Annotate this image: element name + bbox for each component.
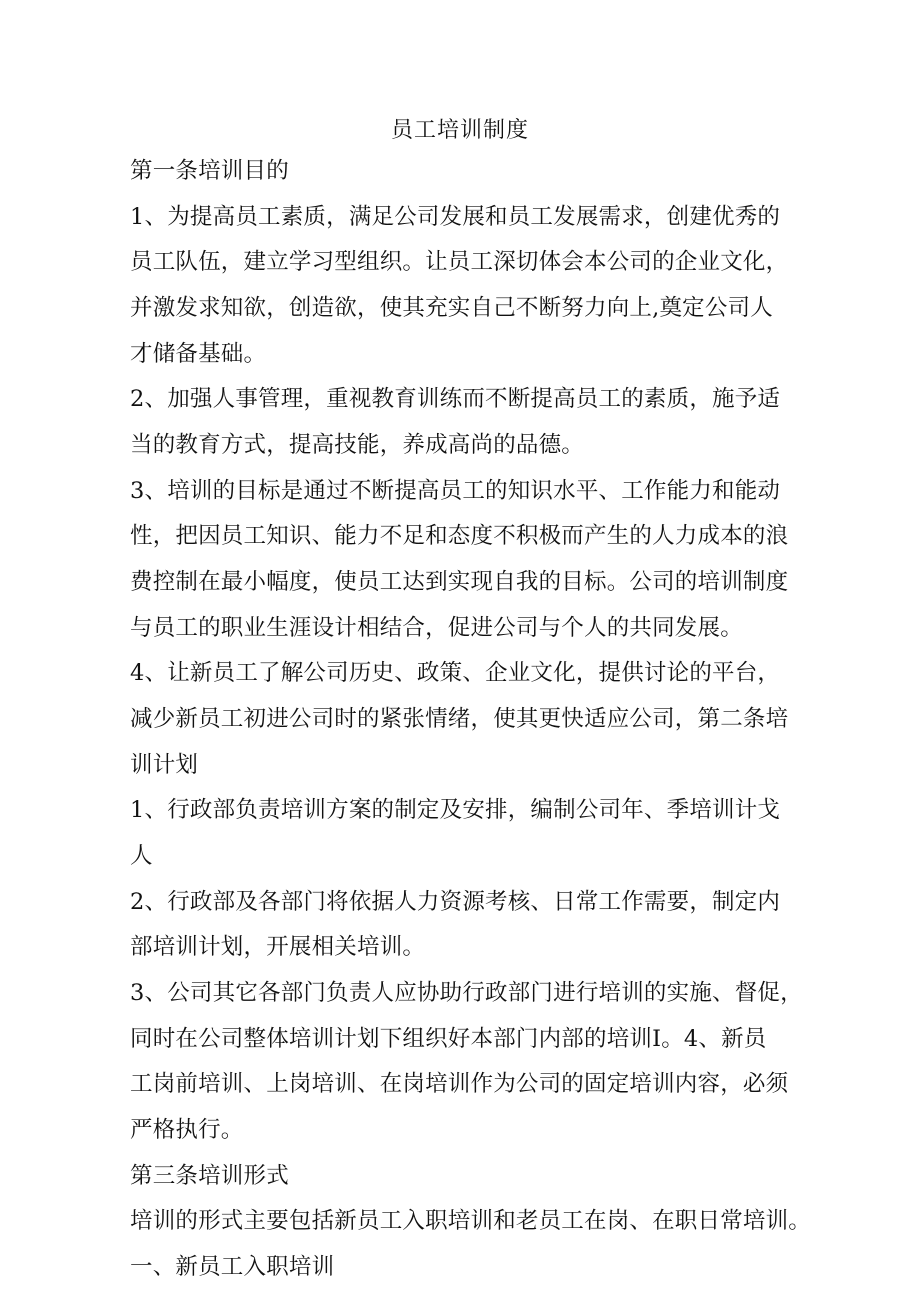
text-line: 工岗前培训、上岗培训、在岗培训作为公司的固定培训内容，必须	[130, 1071, 789, 1097]
text-line: 培训的形式主要包括新员工入职培训和老员工在岗、在职日常培训。	[130, 1208, 812, 1234]
text-line: 1、行政部负责培训方案的制定及安排，编制公司年、季培训计戈	[130, 797, 781, 823]
text-line: 第一条培训目的	[130, 158, 289, 184]
text-line: 部培训计划，开展相关培训。	[130, 934, 426, 960]
text-line: 当的教育方式，提高技能，养成高尚的品德。	[130, 432, 585, 458]
text-line: 并激发求知欲，创造欲，使其充实自己不断努力向上,奠定公司人	[130, 295, 773, 321]
text-line: 2、行政部及各部门将依据人力资源考核、日常工作需要，制定内	[130, 889, 781, 915]
text-line: 费控制在最小幅度，使员工达到实现自我的目标。公司的培训制度	[130, 569, 789, 595]
text-line: 与员工的职业生涯设计相结合，促进公司与个人的共同发展。	[130, 615, 743, 641]
text-line: 1、为提高员工素质，满足公司发展和员工发展需求，创建优秀的	[130, 204, 781, 230]
text-line: 一、新员工入职培训	[130, 1254, 335, 1280]
text-line: 4、让新员工了解公司历史、政策、企业文化，提供讨论的平台，	[130, 660, 781, 686]
text-line: 人	[130, 843, 153, 869]
text-line: 2、加强人事管理，重视教育训练而不断提高员工的素质，施予适	[130, 386, 781, 412]
text-line: 员工队伍，建立学习型组织。让员工深切体会本公司的企业文化，	[130, 249, 789, 275]
text-line: 才储备基础。	[130, 341, 267, 367]
text-line: 第三条培训形式	[130, 1163, 289, 1189]
text-line: 3、培训的目标是通过不断提高员工的知识水平、工作能力和能动	[130, 478, 781, 504]
text-line: 性，把因员工知识、能力不足和态度不积极而产生的人力成本的浪	[130, 523, 789, 549]
text-line: 同时在公司整体培训计划下组织好本部门内部的培训I。4、新员	[130, 1026, 767, 1052]
document-title: 员工培训制度	[390, 118, 529, 143]
text-line: 减少新员工初进公司时的紧张情绪，使其更快适应公司，第二条培	[130, 706, 789, 732]
text-line: 训计划	[130, 752, 199, 778]
text-line: 3、公司其它各部门负责人应协助行政部门进行培训的实施、督促，	[130, 980, 803, 1006]
text-line: 严格执行。	[130, 1117, 244, 1143]
